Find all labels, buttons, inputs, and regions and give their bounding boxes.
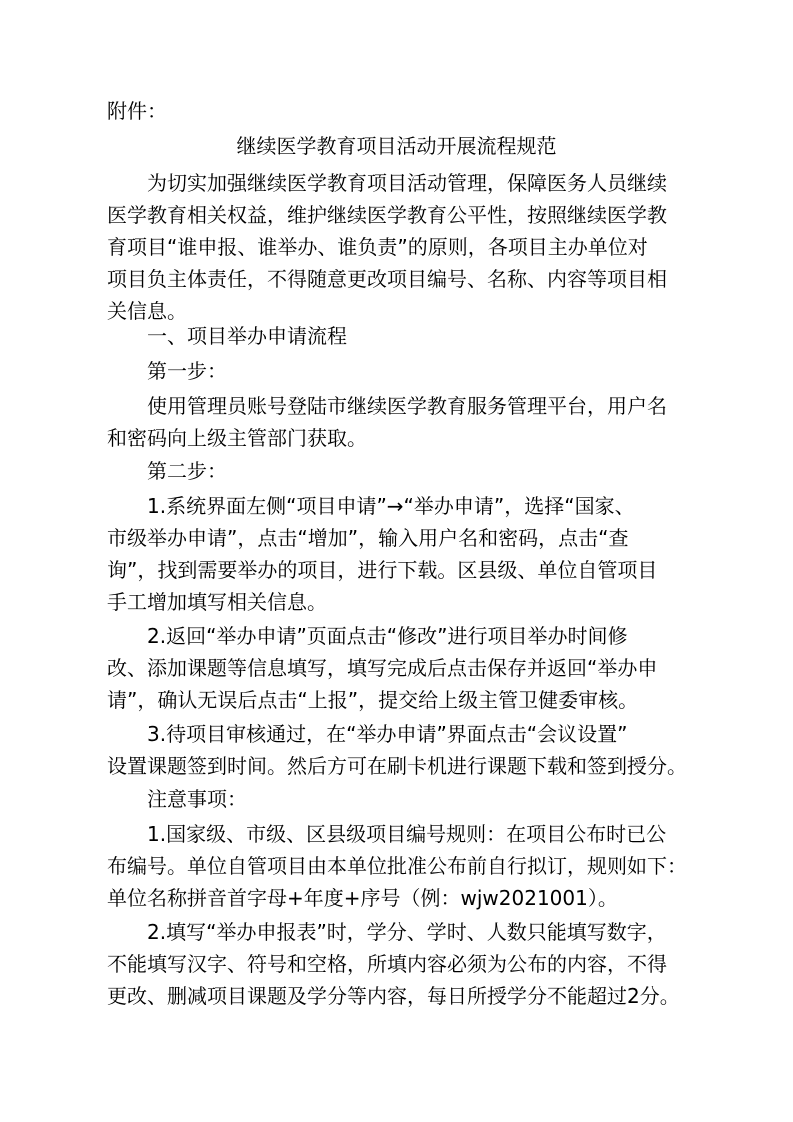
step2-item2-line: 改、添加课题等信息填写，填写完成后点击保存并返回“举办申	[107, 656, 658, 680]
intro-line: 项目负主体责任，不得随意更改项目编号、名称、内容等项目相	[107, 267, 667, 291]
section1-heading: 一、项目举办申请流程	[147, 324, 347, 348]
step2-item2-line: 2.返回“举办申请”页面点击“修改”进行项目举办时间修	[147, 624, 628, 648]
step2-item2-line: 请”，确认无误后点击“上报”，提交给上级主管卫健委审核。	[107, 688, 639, 712]
document-title: 继续医学教育项目活动开展流程规范	[236, 134, 557, 158]
step1-line: 和密码向上级主管部门获取。	[107, 426, 367, 450]
intro-line: 医学教育相关权益，维护继续医学教育公平性，按照继续医学教	[107, 203, 667, 227]
note1-line: 1.国家级、市级、区县级项目编号规则：在项目公布时已公	[147, 822, 667, 846]
note2-line: 2.填写“举办申报表”时，学分、学时、人数只能填写数字，	[147, 920, 667, 944]
note1-line: 布编号。单位自管项目由本单位批准公布前自行拟订，规则如下：	[107, 854, 687, 878]
note2-line: 更改、删减项目课题及学分等内容，每日所授学分不能超过2分。	[107, 984, 680, 1008]
step2-item3-line: 3.待项目审核通过，在“举办申请”界面点击“会议设置”	[147, 722, 628, 746]
intro-line: 关信息。	[107, 299, 187, 323]
step1-label: 第一步：	[147, 359, 227, 383]
step2-item1-line: 市级举办申请”，点击“增加”，输入用户名和密码，点击“查	[107, 526, 629, 550]
step2-item1-line: 询”，找到需要举办的项目，进行下载。区县级、单位自管项目	[107, 558, 658, 582]
notes-label: 注意事项：	[147, 787, 247, 811]
step1-line: 使用管理员账号登陆市继续医学教育服务管理平台，用户名	[147, 394, 667, 418]
step2-item1-line: 手工增加填写相关信息。	[107, 590, 327, 614]
intro-line: 为切实加强继续医学教育项目活动管理，保障医务人员继续	[147, 171, 667, 195]
note2-line: 不能填写汉字、符号和空格，所填内容必须为公布的内容，不得	[107, 952, 667, 976]
attachment-label: 附件：	[107, 99, 167, 123]
note1-line: 单位名称拼音首字母+年度+序号（例：wjw2021001）。	[107, 886, 618, 910]
intro-line: 育项目“谁申报、谁举办、谁负责”的原则，各项目主办单位对	[107, 235, 648, 259]
step2-item3-line: 设置课题签到时间。然后方可在刷卡机进行课题下载和签到授分。	[107, 754, 687, 778]
step2-label: 第二步：	[147, 459, 227, 483]
step2-item1-line: 1.系统界面左侧“项目申请”→“举办申请”，选择“国家、	[147, 494, 635, 518]
